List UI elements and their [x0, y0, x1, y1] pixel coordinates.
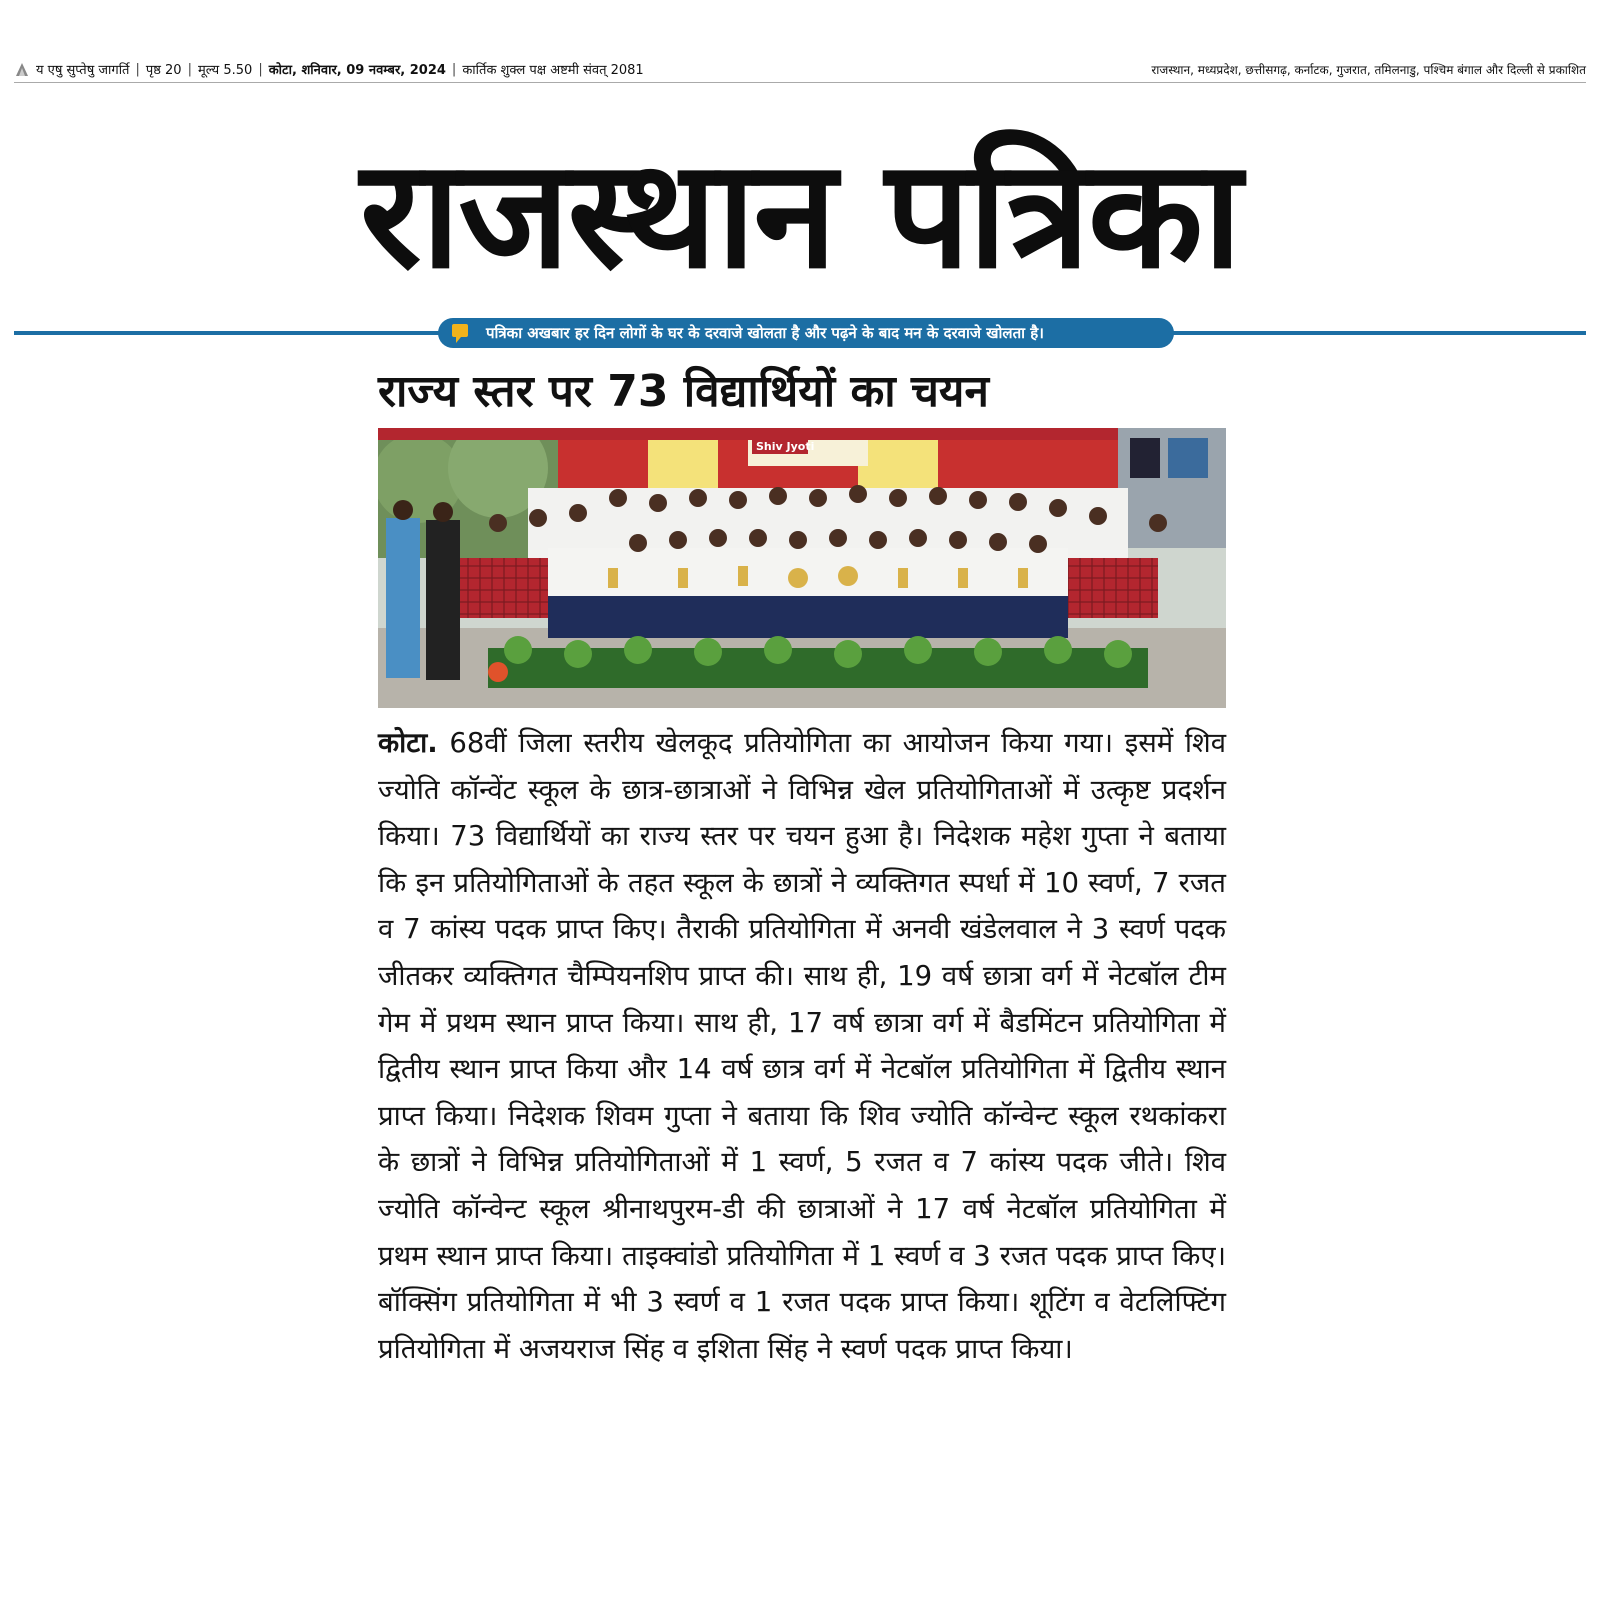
separator: |	[187, 61, 192, 77]
article-body-text: 68वीं जिला स्तरीय खेलकूद प्रतियोगिता का आयोजन किया गया। इसमें शिव ज्योति कॉन्वेंट स्कूल के छात्र-छात्राओं ने विभिन्न खेल प्रतियोगिताओं में उत्कृष्ट प्रदर्शन किया। 73 विद्यार्थियों का राज्य स्तर पर चयन हुआ है। निदेशक महेश गुप्ता ने बताया कि इन प्रतियोगिताओं के तहत स्कूल के छात्रों ने व्यक्तिगत स्पर्धा में 10 स्वर्ण, 7 रजत व 7 कांस्य पदक प्राप्त किए। तैराकी प्रतियोगिता में अनवी खंडेलवाल ने 3 स्वर्ण पदक जीतकर व्यक्तिगत चैम्पियनशिप प्राप्त की। साथ ही, 19 वर्ष छात्रा वर्ग में नेटबॉल टीम गेम में प्रथम स्थान प्राप्त किया। साथ ही, 17 वर्ष छात्रा वर्ग में बैडमिंटन प्रतियोगिता में द्वितीय स्थान प्राप्त किया और 14 वर्ष छात्र वर्ग में नेटबॉल प्रतियोगिता में द्वितीय स्थान प्राप्त किया। निदेशक शिवम गुप्ता ने बताया कि शिव ज्योति कॉन्वेन्ट स्कूल रथकांकरा के छात्रों ने विभिन्न प्रतियोगिताओं में 1 स्वर्ण, 5 रजत व 7 कांस्य पदक जीते। शिव ज्योति कॉन्वेन्ट स्कूल श्रीनाथपुरम-डी की छात्राओं ने 17 वर्ष नेटबॉल प्रतियोगिता में प्रथम स्थान प्राप्त किया। ताइक्वांडो प्रतियोगिता में 1 स्वर्ण व 3 रजत पदक प्राप्त किए। बॉक्सिंग प्रतियोगिता में भी 3 स्वर्ण व 1 रजत पदक प्राप्त किया। शूटिंग व वेटलिफ्टिंग प्रतियोगिता में अजयराज सिंह व इशिता सिंह ने स्वर्ण पदक प्राप्त किया।	[378, 727, 1226, 1365]
separator: |	[258, 61, 263, 77]
lamp-icon	[14, 61, 30, 77]
page-number: पृष्ठ 20	[145, 63, 182, 78]
quote-badge-icon	[450, 322, 470, 344]
group-photo	[378, 428, 1226, 708]
article-dateline: कोटा.	[378, 727, 438, 759]
tagline-pill	[438, 318, 1174, 348]
hindu-date: कार्तिक शुक्ल पक्ष अष्टमी संवत् 2081	[462, 63, 644, 78]
place-date: कोटा, शनिवार, 09 नवम्बर, 2024	[268, 63, 446, 78]
separator: |	[451, 61, 457, 77]
edition-info-left	[14, 60, 644, 78]
tagline-text: पत्रिका अखबार हर दिन लोगों के घर के दरवाजे खोलता है और पढ़ने के बाद मन के दरवाजे खोलता है।	[486, 324, 1044, 342]
article-headline: राज्य स्तर पर 73 विद्यार्थियों का चयन	[378, 366, 989, 417]
edition-info-bar	[14, 58, 1586, 83]
group-photo-illustration	[378, 428, 1226, 708]
news-article	[378, 362, 1226, 1372]
editions-list: राजस्थान, मध्यप्रदेश, छत्तीसगढ़, कर्नाटक, गुजरात, तमिलनाडु, पश्चिम बंगाल और दिल्ली से प्रकाशित	[1151, 62, 1586, 77]
price: मूल्य 5.50	[197, 63, 253, 78]
photo-banner-text: Shiv Jyoti	[756, 440, 815, 453]
newspaper-masthead: राजस्थान पत्रिका	[360, 128, 1240, 302]
separator: |	[135, 61, 140, 77]
motto: य एषु सुप्तेषु जागर्ति	[36, 63, 130, 78]
article-body	[378, 720, 1226, 1372]
tagline-band	[14, 318, 1586, 348]
